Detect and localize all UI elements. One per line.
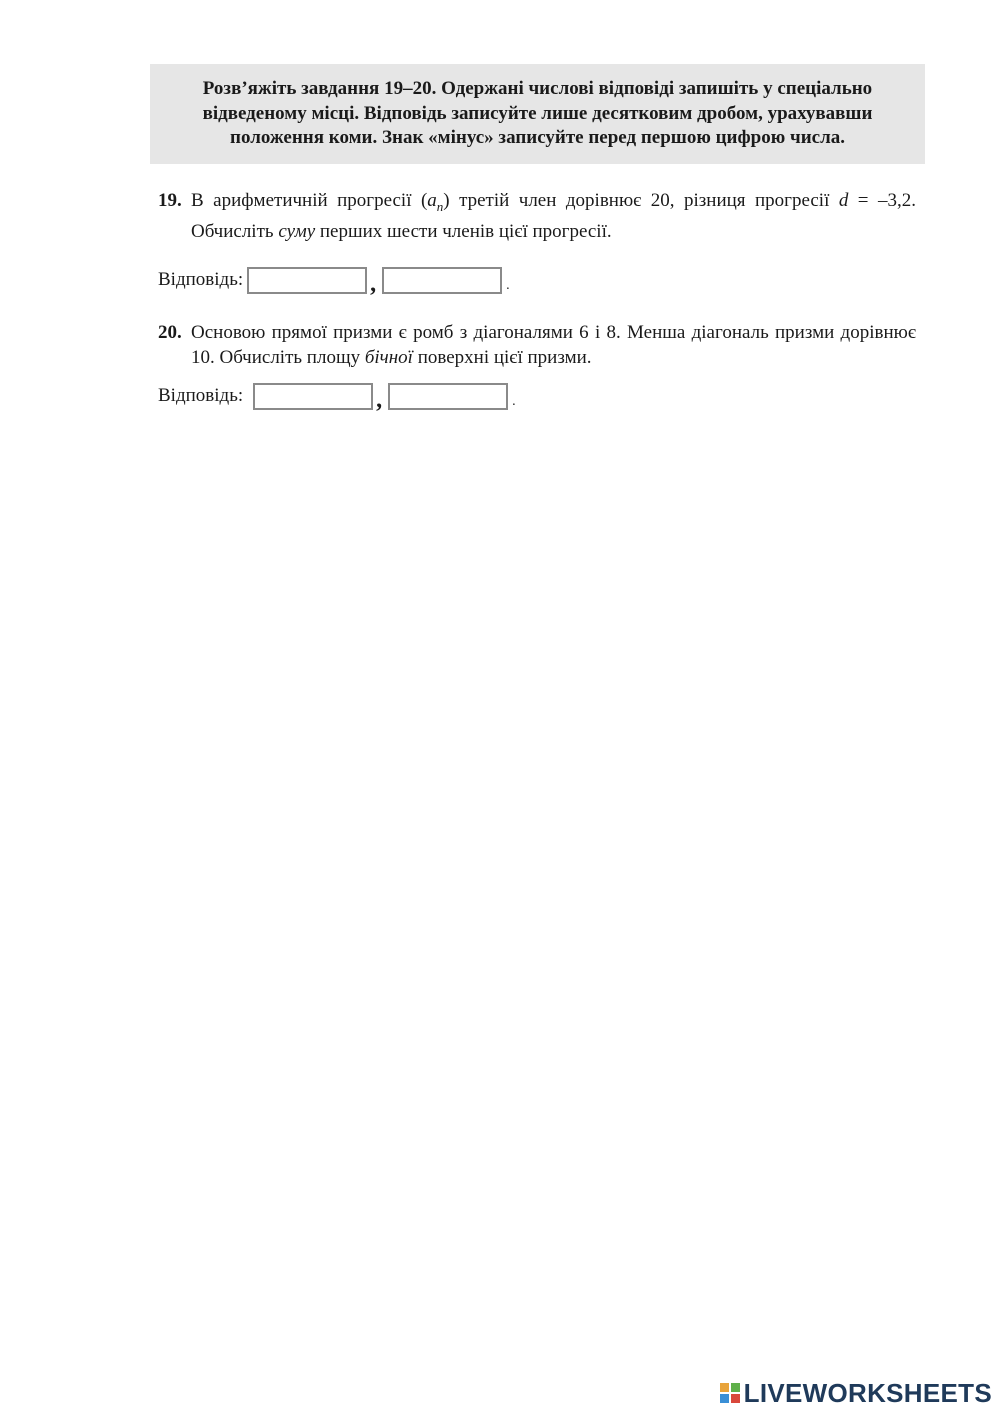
task-text bbox=[191, 320, 916, 370]
variable-a: a bbox=[427, 190, 437, 211]
task-number: 20. bbox=[158, 322, 182, 343]
answer-row-19 bbox=[158, 264, 510, 296]
logo-text: LIVEWORKSHEETS bbox=[743, 1377, 992, 1408]
answer-period: . bbox=[506, 278, 510, 293]
answer-decimal-input[interactable] bbox=[388, 383, 508, 410]
decimal-comma: , bbox=[376, 386, 383, 413]
answer-label: Відповідь: bbox=[158, 385, 244, 406]
answer-decimal-input[interactable] bbox=[382, 267, 502, 294]
logo-icon bbox=[720, 1383, 740, 1403]
task-19 bbox=[158, 188, 916, 244]
text-part: ) третій член дорівнює 20, різниця прогресії bbox=[443, 190, 839, 211]
variable-d: d bbox=[838, 190, 849, 211]
answer-period: . bbox=[512, 394, 516, 409]
instructions-text: Розв’яжіть завдання 19–20. Одержані числові відповіді запишіть у спеціально відведеному місці. Відповідь записуйте лише десятковим дробом, урахувавши положення коми. Знак «мінус» записуйте перед першою цифрою числа. bbox=[202, 78, 873, 149]
text-part: Основою прямої призми є ромб з діагоналями 6 і 8. Менша діагональ призми дорівнює 10. Обчисліть площу bbox=[191, 322, 916, 368]
task-text bbox=[191, 188, 916, 244]
answer-row-20 bbox=[158, 380, 516, 412]
task-20 bbox=[158, 320, 916, 370]
text-part: поверхні цієї призми. bbox=[412, 347, 592, 368]
decimal-comma: , bbox=[370, 270, 377, 297]
instructions-box bbox=[150, 64, 925, 164]
emphasis: бічної bbox=[364, 347, 413, 368]
subscript-n: n bbox=[436, 198, 444, 214]
text-part: = –3,2. Обчисліть bbox=[191, 190, 916, 242]
answer-integer-input[interactable] bbox=[253, 383, 373, 410]
text-part: В арифметичній прогресії ( bbox=[191, 190, 428, 211]
answer-label: Відповідь: bbox=[158, 269, 244, 290]
answer-integer-input[interactable] bbox=[247, 267, 367, 294]
task-number: 19. bbox=[158, 190, 182, 211]
emphasis: суму bbox=[278, 220, 316, 242]
liveworksheets-logo bbox=[720, 1379, 992, 1407]
text-part: перших шести членів цієї прогресії. bbox=[315, 220, 612, 242]
